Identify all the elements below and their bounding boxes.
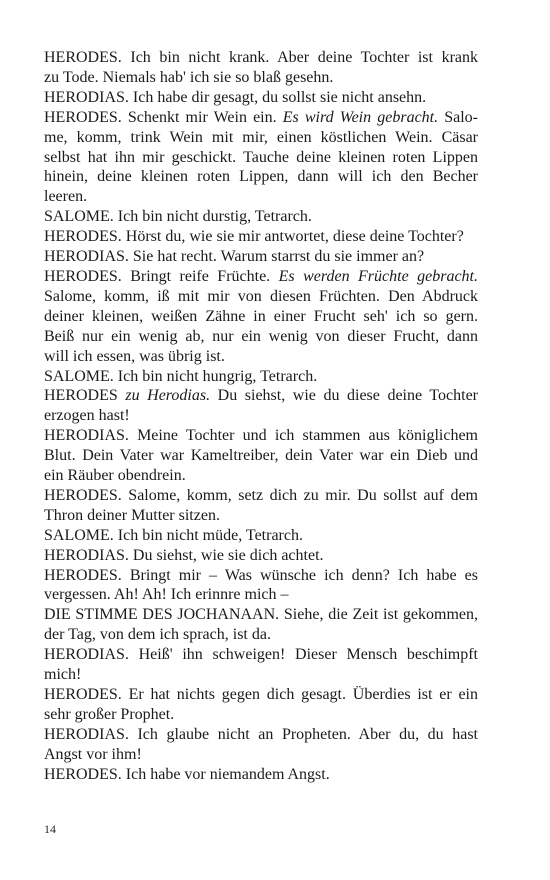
speech-paragraph xyxy=(44,426,478,486)
line-text: deiner kleinen, weißen Zähne in einer Frucht seh' ich so gern. xyxy=(44,307,478,325)
text-line xyxy=(44,347,478,367)
stage-direction: Es wird Wein gebracht. xyxy=(282,108,439,126)
text-line xyxy=(44,745,478,765)
text-line xyxy=(44,585,478,605)
text-line xyxy=(44,367,478,387)
speech-paragraph xyxy=(44,367,478,387)
speech-paragraph xyxy=(44,685,478,725)
line-text: HERODES. Salome, komm, setz dich zu mir. Du sollst auf dem xyxy=(44,486,478,504)
line-text: Beiß nur ein wenig ab, nur ein wenig von dieser Frucht, dann xyxy=(44,327,478,345)
speech-paragraph xyxy=(44,725,478,765)
line-text: Du siehst, wie du diese deine Tochter xyxy=(210,387,478,405)
speech-paragraph xyxy=(44,386,478,426)
text-line xyxy=(44,665,478,685)
text-line xyxy=(44,625,478,645)
line-text: der Tag, von dem ich sprach, ist da. xyxy=(44,626,271,644)
text-line xyxy=(44,486,478,506)
text-line xyxy=(44,307,478,327)
text-line xyxy=(44,227,478,247)
speech-paragraph xyxy=(44,765,478,785)
line-text: HERODIAS. Ich glaube nicht an Propheten. Aber du, du hast xyxy=(44,725,478,743)
speech-paragraph xyxy=(44,605,478,645)
text-line xyxy=(44,287,478,307)
text-line xyxy=(44,426,478,446)
stage-direction: zu Herodias. xyxy=(125,387,211,405)
line-text: ein Räuber obendrein. xyxy=(44,467,186,485)
line-text: Salome, komm, iß mit mir von diesen Früchten. Den Abdruck xyxy=(44,287,478,305)
page-number: 14 xyxy=(44,822,56,836)
text-line xyxy=(44,327,478,347)
line-text: SALOME. Ich bin nicht durstig, Tetrarch. xyxy=(44,208,312,226)
line-text: sehr großer Prophet. xyxy=(44,705,175,723)
text-line xyxy=(44,725,478,745)
speech-paragraph xyxy=(44,48,478,88)
text-line xyxy=(44,68,478,88)
speech-paragraph xyxy=(44,566,478,606)
line-text: zu Tode. Niemals hab' ich sie so blaß gesehn. xyxy=(44,68,334,86)
line-text: selbst hat ihn mir geschickt. Tauche deine kleinen roten Lippen xyxy=(44,148,478,166)
text-line xyxy=(44,765,478,785)
speech-paragraph xyxy=(44,526,478,546)
line-text: will ich essen, was übrig ist. xyxy=(44,347,225,365)
text-line xyxy=(44,705,478,725)
text-line xyxy=(44,605,478,625)
text-line xyxy=(44,148,478,168)
text-line xyxy=(44,645,478,665)
text-line xyxy=(44,267,478,287)
speech-paragraph xyxy=(44,108,478,208)
line-text: erzogen hast! xyxy=(44,407,130,425)
line-text: HERODIAS. Ich habe dir gesagt, du sollst sie nicht ansehn. xyxy=(44,88,427,106)
text-line xyxy=(44,566,478,586)
text-line xyxy=(44,187,478,207)
speech-paragraph xyxy=(44,486,478,526)
line-text: HERODIAS. Sie hat recht. Warum starrst du sie immer an? xyxy=(44,248,425,266)
text-line xyxy=(44,167,478,187)
line-text: HERODES. Ich bin nicht krank. Aber deine Tochter ist krank xyxy=(44,49,478,66)
text-line xyxy=(44,128,478,148)
text-line xyxy=(44,546,478,566)
speech-paragraph xyxy=(44,645,478,685)
line-text: Angst vor ihm! xyxy=(44,745,142,763)
line-text: DIE STIMME DES JOCHANAAN. Siehe, die Zeit ist gekommen, xyxy=(44,606,478,624)
text-line xyxy=(44,466,478,486)
text-line xyxy=(44,247,478,267)
text-line xyxy=(44,406,478,426)
text-line xyxy=(44,386,478,406)
line-text: Blut. Dein Vater war Kameltreiber, dein Vater war ein Dieb und xyxy=(44,447,478,465)
line-text: hinein, deine kleinen roten Lippen, dann will ich den Becher xyxy=(44,168,478,186)
speech-paragraph xyxy=(44,227,478,247)
text-line xyxy=(44,88,478,108)
speech-paragraph xyxy=(44,207,478,227)
text-line xyxy=(44,48,478,68)
line-text: HERODES. Bringt mir – Was wünsche ich denn? Ich habe es xyxy=(44,566,478,584)
line-text: HERODIAS. Meine Tochter und ich stammen aus königlichem xyxy=(44,427,478,445)
page-text-body xyxy=(44,48,478,785)
line-text: Salo- xyxy=(438,108,479,126)
stage-direction: Es werden Früchte gebracht. xyxy=(278,267,479,285)
text-line xyxy=(44,207,478,227)
line-text: HERODIAS. Heiß' ihn schweigen! Dieser Mensch beschimpft xyxy=(44,646,478,664)
speech-paragraph xyxy=(44,267,478,367)
text-line xyxy=(44,526,478,546)
line-text: me, komm, trink Wein mit mir, einen köstlichen Wein. Cäsar xyxy=(44,128,478,146)
line-text: vergessen. Ah! Ah! Ich erinnre mich – xyxy=(44,586,289,604)
speech-paragraph xyxy=(44,546,478,566)
line-text: mich! xyxy=(44,666,82,684)
text-line xyxy=(44,685,478,705)
line-text: Thron deiner Mutter sitzen. xyxy=(44,506,220,524)
line-text: HERODIAS. Du siehst, wie sie dich achtet. xyxy=(44,546,324,564)
line-text: HERODES. Bringt reife Früchte. xyxy=(44,267,279,285)
line-text: SALOME. Ich bin nicht müde, Tetrarch. xyxy=(44,526,303,544)
line-text: HERODES. Er hat nichts gegen dich gesagt. Überdies ist er ein xyxy=(44,686,478,703)
text-line xyxy=(44,446,478,466)
line-text: HERODES. Schenkt mir Wein ein. xyxy=(44,108,283,126)
speech-paragraph xyxy=(44,88,478,108)
line-text: leeren. xyxy=(44,188,88,206)
line-text: SALOME. Ich bin nicht hungrig, Tetrarch. xyxy=(44,367,318,385)
line-text: HERODES xyxy=(44,387,126,405)
text-line xyxy=(44,506,478,526)
line-text: HERODES. Hörst du, wie sie mir antwortet, diese deine Tochter? xyxy=(44,228,464,246)
speech-paragraph xyxy=(44,247,478,267)
line-text: HERODES. Ich habe vor niemandem Angst. xyxy=(44,765,330,783)
text-line xyxy=(44,108,478,128)
